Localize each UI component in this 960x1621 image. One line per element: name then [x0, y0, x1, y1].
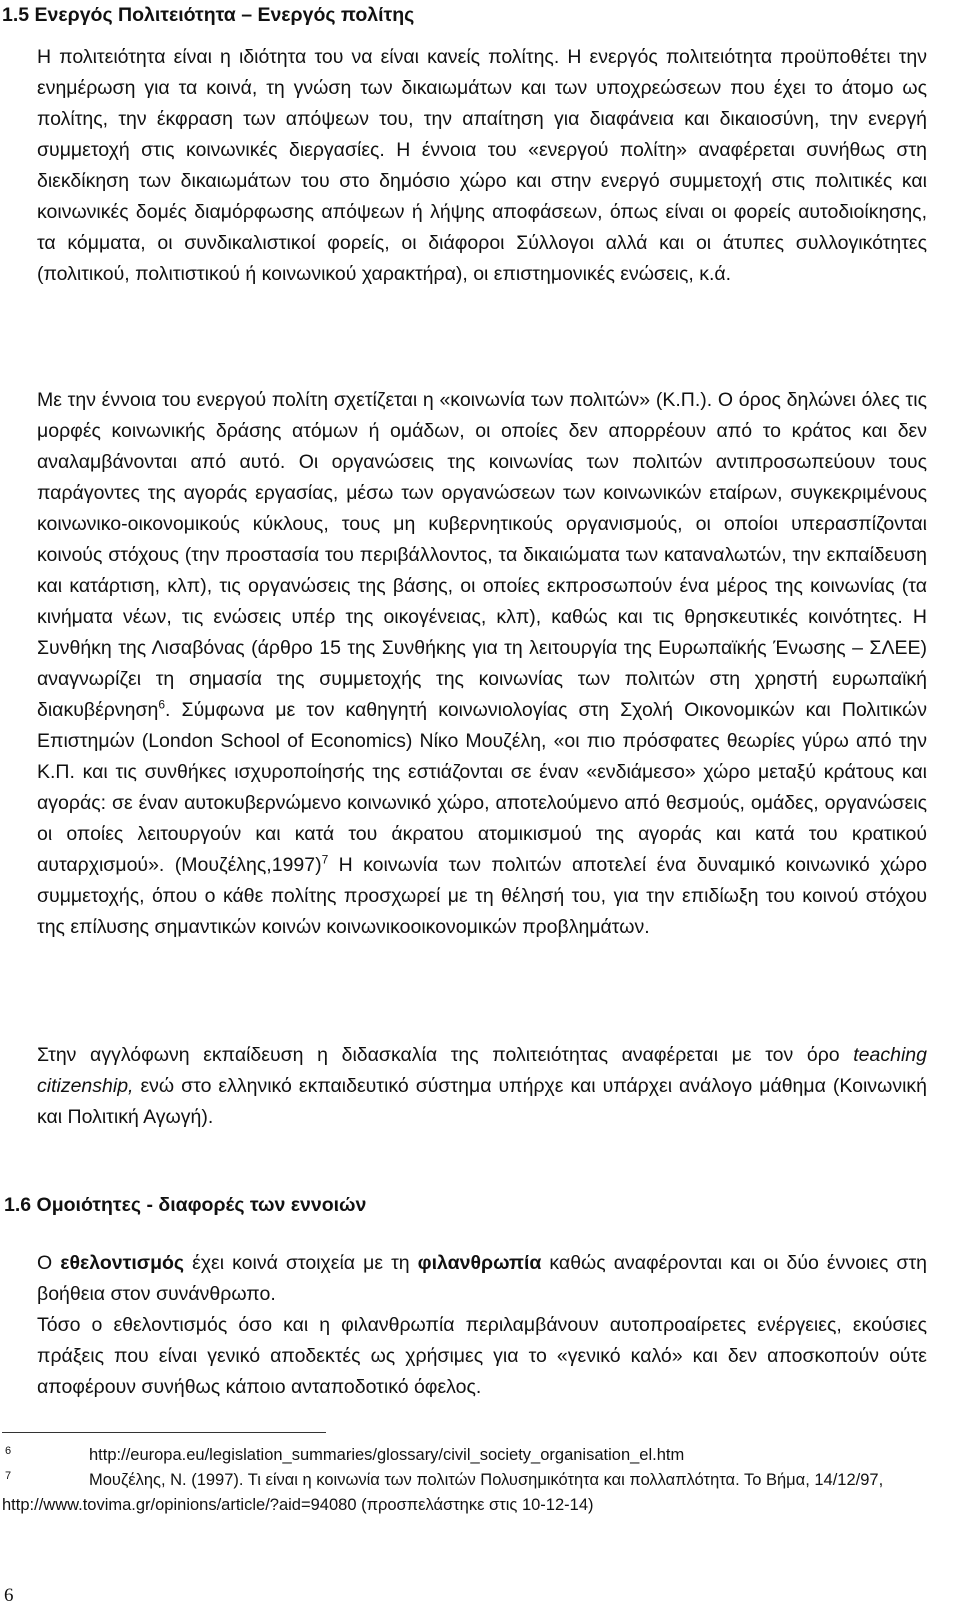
paragraph-civil-society-text-a: Με την έννοια του ενεργού πολίτη σχετίζεται η «κοινωνία των πολιτών» (Κ.Π.). Ο όρος δηλώνει όλες τις μορφές κοινωνικής δράσης ατόμων ή ομάδων, οι οποίες δεν απορρέουν από το κράτος και δεν αναλαμβάνονται από αυτό. Οι οργανώσεις της κοινωνίας των πολιτών αντιπροσωπεύουν τους παράγοντες της αγοράς εργασίας, μέσω των οργανώσεων των κοινωνικών εταίρων, συγκεκριμένους κοινωνικο-οικονομικούς κύκλους, τους μη κυβερνητικούς οργανισμούς, οι οποίοι υπερασπίζονται κοινούς στόχους (την προστασία του περιβάλλοντος, τα δικαιώματα των καταναλωτών, την εκπαίδευση και κατάρτιση, κλπ), τις οργανώσεις της βάσης, οι οποίες εκπροσωπούν ένα μέρος της κοινωνίας (τα κινήματα νέων, τις ενώσεις υπέρ της οικογένειας, κλπ), καθώς και τις θρησκευτικές κοινότητες. Η Συνθήκη της Λισαβόνας (άρθρο 15 της Συνθήκης για τη λειτουργία της Ευρωπαϊκής Ένωσης – ΣΛΕΕ) αναγνωρίζει τη σημασία της συμμετοχής της κοινωνίας των πολιτών στη χρηστή ευρωπαϊκή διακυβέρνηση [37, 389, 927, 721]
section-heading-1-6: 1.6 Ομοιότητες - διαφορές των εννοιών [4, 1194, 367, 1216]
footnote-7-number: 7 [5, 1470, 12, 1482]
footnote-6-number: 6 [5, 1445, 12, 1457]
paragraph-civil-society [37, 385, 927, 943]
footnote-ref-6: 6 [158, 697, 166, 712]
paragraph-teaching-text-a: Στην αγγλόφωνη εκπαίδευση η διδασκαλία της πολιτειότητας αναφέρεται με τον όρο [37, 1044, 854, 1066]
para-text-b: έχει κοινά στοιχεία με τη [184, 1252, 418, 1274]
section-heading-1-5: 1.5 Ενεργός Πολιτειότητα – Ενεργός πολίτης [2, 4, 415, 26]
term-philanthropy: φιλανθρωπία [417, 1252, 542, 1274]
footnote-7 [2, 1468, 922, 1518]
term-volunteering: εθελοντισμός [60, 1252, 185, 1274]
para-text-c: καθώς αναφέρονται και οι δύο έννοιες στη βοήθεια στον συνάνθρωπο. [37, 1252, 927, 1305]
para-text-a: Ο [37, 1252, 61, 1274]
teaching-citizenship-term: teaching citizenship, [37, 1044, 927, 1097]
paragraph-civil-society-text-b: . Σύμφωνα με τον καθηγητή κοινωνιολογίας στη Σχολή Οικονομικών και Πολιτικών Επιστημών (London School of Economics) Νίκο Μουζέλη, «οι πιο πρόσφατες θεωρίες γύρω από την Κ.Π. και τις συνθήκες ισχυροποίησής της εστιάζονται σε έναν «ενδιάμεσο» χώρο μεταξύ κράτους και αγοράς: σε έναν αυτοκυβερνώμενο κοινωνικό χώρο, αποτελούμενο από θεσμούς, ομάδες, οργανώσεις οι οποίες λειτουργούν και κατά του άκρατου ατομικισμού της αγοράς και κατά του κρατικού αυταρχισμού». (Μουζέλης,1997) [37, 699, 927, 876]
paragraph-common-features: Τόσο ο εθελοντισμός όσο και η φιλανθρωπία περιλαμβάνουν αυτοπροαίρετες ενέργειες, εκούσιες πράξεις που είναι γενικό αποδεκτές ως χρήσιμες για το «γενικό καλό» και δεν αποσκοπούν ούτε αποφέρουν συνήθως κάποιο ανταποδοτικό όφελος. [37, 1314, 927, 1398]
paragraph-civil-society-text-c: Η κοινωνία των πολιτών αποτελεί ένα δυναμικό κοινωνικό χώρο συμμετοχής, όπου ο κάθε πολίτης προσχωρεί με τη θέλησή του, για την επιδίωξη του κοινού στόχου της επίλυσης σημαντικών κοινών κοινωνικοοικονομικών προβλημάτων. [37, 854, 927, 938]
footnote-6-link[interactable]: http://europa.eu/legislation_summaries/glossary/civil_society_organisation_el.htm [89, 1446, 685, 1464]
footnote-ref-7: 7 [321, 852, 329, 867]
paragraph-active-citizenship: Η πολιτειότητα είναι η ιδιότητα του να είναι κανείς πολίτης. Η ενεργός πολιτειότητα προϋποθέτει την ενημέρωση για τα κοινά, τη γνώση των δικαιωμάτων και των υποχρεώσεων που έχει το άτομο ως πολίτης, την έκφραση των απόψεων του, την απαίτηση για διαφάνεια και δικαιοσύνη, την ενεργή συμμετοχή στις κοινωνικές διεργασίες. Η έννοια του «ενεργού πολίτη» αναφέρεται συνήθως στη διεκδίκηση των δικαιωμάτων του στο δημόσιο χώρο και στην ενεργό συμμετοχή στις πολιτικές και κοινωνικές δομές διαμόρφωσης απόψεων ή λήψης αποφάσεων, όπως είναι οι φορείς αυτοδιοίκησης, τα κόμματα, οι συνδικαλιστικοί φορείς, οι διάφοροι Σύλλογοι αλλά και οι άτυπες συλλογικότητες (πολιτικού, πολιτιστικού ή κοινωνικού χαρακτήρα), οι επιστημονικές ενώσεις, κ.ά. [37, 46, 927, 285]
footnote-separator [2, 1432, 326, 1433]
page-number: 6 [4, 1585, 14, 1606]
paragraph-teaching-citizenship [37, 1040, 927, 1133]
footnote-7-text: Μουζέλης, Ν. (1997). Τι είναι η κοινωνία των πολιτών Πολυσημικότητα και πολλαπλότητα. Το Βήμα, 14/12/97, http://www.tovima.gr/opinions/article/?aid=94080 (προσπελάστηκε στις 10-12-14) [2, 1471, 884, 1514]
paragraph-volunteering-philanthropy [37, 1248, 927, 1310]
paragraph-teaching-text-b: ενώ στο ελληνικό εκπαιδευτικό σύστημα υπήρχε και υπάρχει ανάλογο μάθημα (Κοινωνική και Πολιτική Αγωγή). [37, 1075, 927, 1128]
